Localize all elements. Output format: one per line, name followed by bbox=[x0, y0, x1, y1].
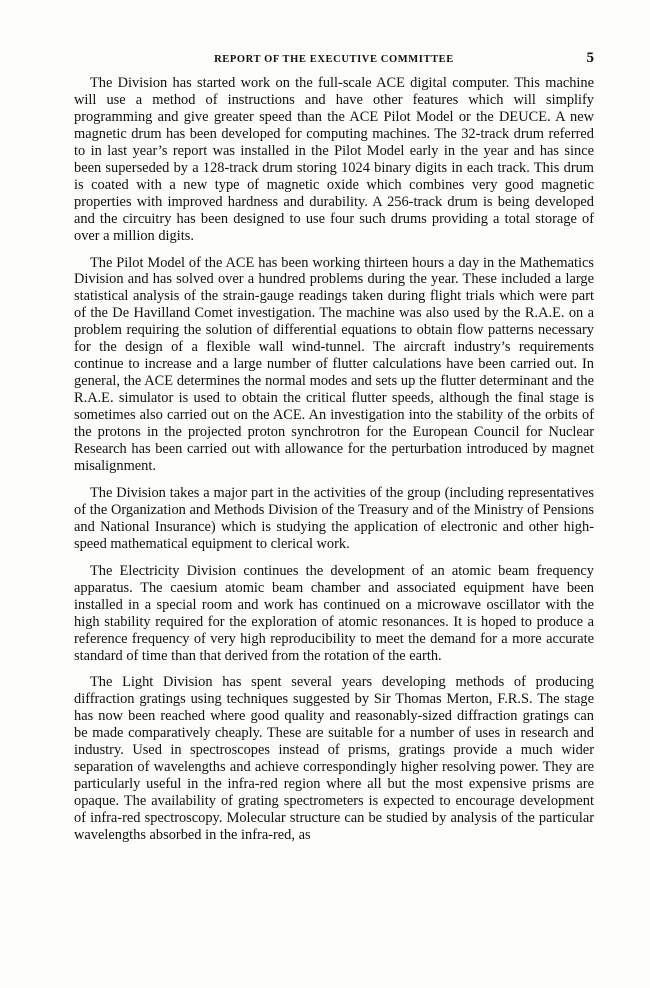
paragraph-diffraction-gratings: The Light Division has spent several years developing methods of producing diffraction gratings using techniques suggested by Sir Thomas Merton, F.R.S. The stage has now been reached where good quality and reasonably-sized diffraction gratings can be made comparatively cheaply. These are suitable for a number of uses in research and industry. Used in spectroscopes instead of prisms, gratings provide a much wider separation of wavelengths and achieve correspondingly higher resolving power. They are particularly useful in the infra-red region where all but the most expensive prisms are opaque. The availability of grating spectrometers is expected to encourage development of infra-red spectroscopy. Molecular structure can be studied by analysis of the particular wavelengths absorbed in the infra-red, as bbox=[74, 674, 594, 844]
page-header bbox=[74, 50, 594, 70]
paragraph-pilot-model: The Pilot Model of the ACE has been working thirteen hours a day in the Mathematics Division and has solved over a hundred problems during the year. These included a large statistical analysis of the strain-gauge readings taken during flight trials which were part of the De Havilland Comet investigation. The machine was also used by the R.A.E. on a problem requiring the solution of differential equations to obtain flow patterns necessary for the design of a flexible wall wind-tunnel. The aircraft industry’s requirements continue to increase and a large number of flutter calculations have been carried out. In general, the ACE determines the normal modes and sets up the flutter determinant and the R.A.E. simulator is used to obtain the critical flutter speeds, although the final stage is sometimes also carried out on the ACE. An investigation into the stability of the orbits of the protons in the projected proton synchrotron for the European Council for Nuclear Research has been carried out with allowance for the perturbation introduced by magnet misalignment. bbox=[74, 254, 594, 474]
page-number: 5 bbox=[586, 50, 594, 66]
paragraph-clerical-work: The Division takes a major part in the activities of the group (including representatives of the Organization and Methods Division of the Treasury and of the Ministry of Pensions and National Insurance) which is studying the application of electronic and other high-speed mathematical equipment to clerical work. bbox=[74, 484, 594, 552]
running-title: REPORT OF THE EXECUTIVE COMMITTEE bbox=[214, 54, 454, 65]
body-text bbox=[74, 75, 594, 844]
paragraph-atomic-beam: The Electricity Division continues the development of an atomic beam frequency apparatus. The caesium atomic beam chamber and associated equipment have been installed in a special room and work has continued on a microwave oscillator with the high stability required for the exploration of atomic resonances. It is hoped to produce a reference frequency of very high reproducibility to meet the demand for a more accurate standard of time than that derived from the rotation of the earth. bbox=[74, 562, 594, 664]
paragraph-ace-computer: The Division has started work on the full-scale ACE digital computer. This machine will use a method of instructions and have other features which will simplify programming and give greater speed than the ACE Pilot Model or the DEUCE. A new magnetic drum has been developed for computing machines. The 32-track drum referred to in last year’s report was installed in the Pilot Model early in the year and has since been superseded by a 128-track drum storing 1024 binary digits in each track. This drum is coated with a new type of magnetic oxide which combines very good magnetic properties with improved hardness and durability. A 256-track drum is being developed and the circuitry has been designed to use four such drums providing a total storage of over a million digits. bbox=[74, 75, 594, 244]
